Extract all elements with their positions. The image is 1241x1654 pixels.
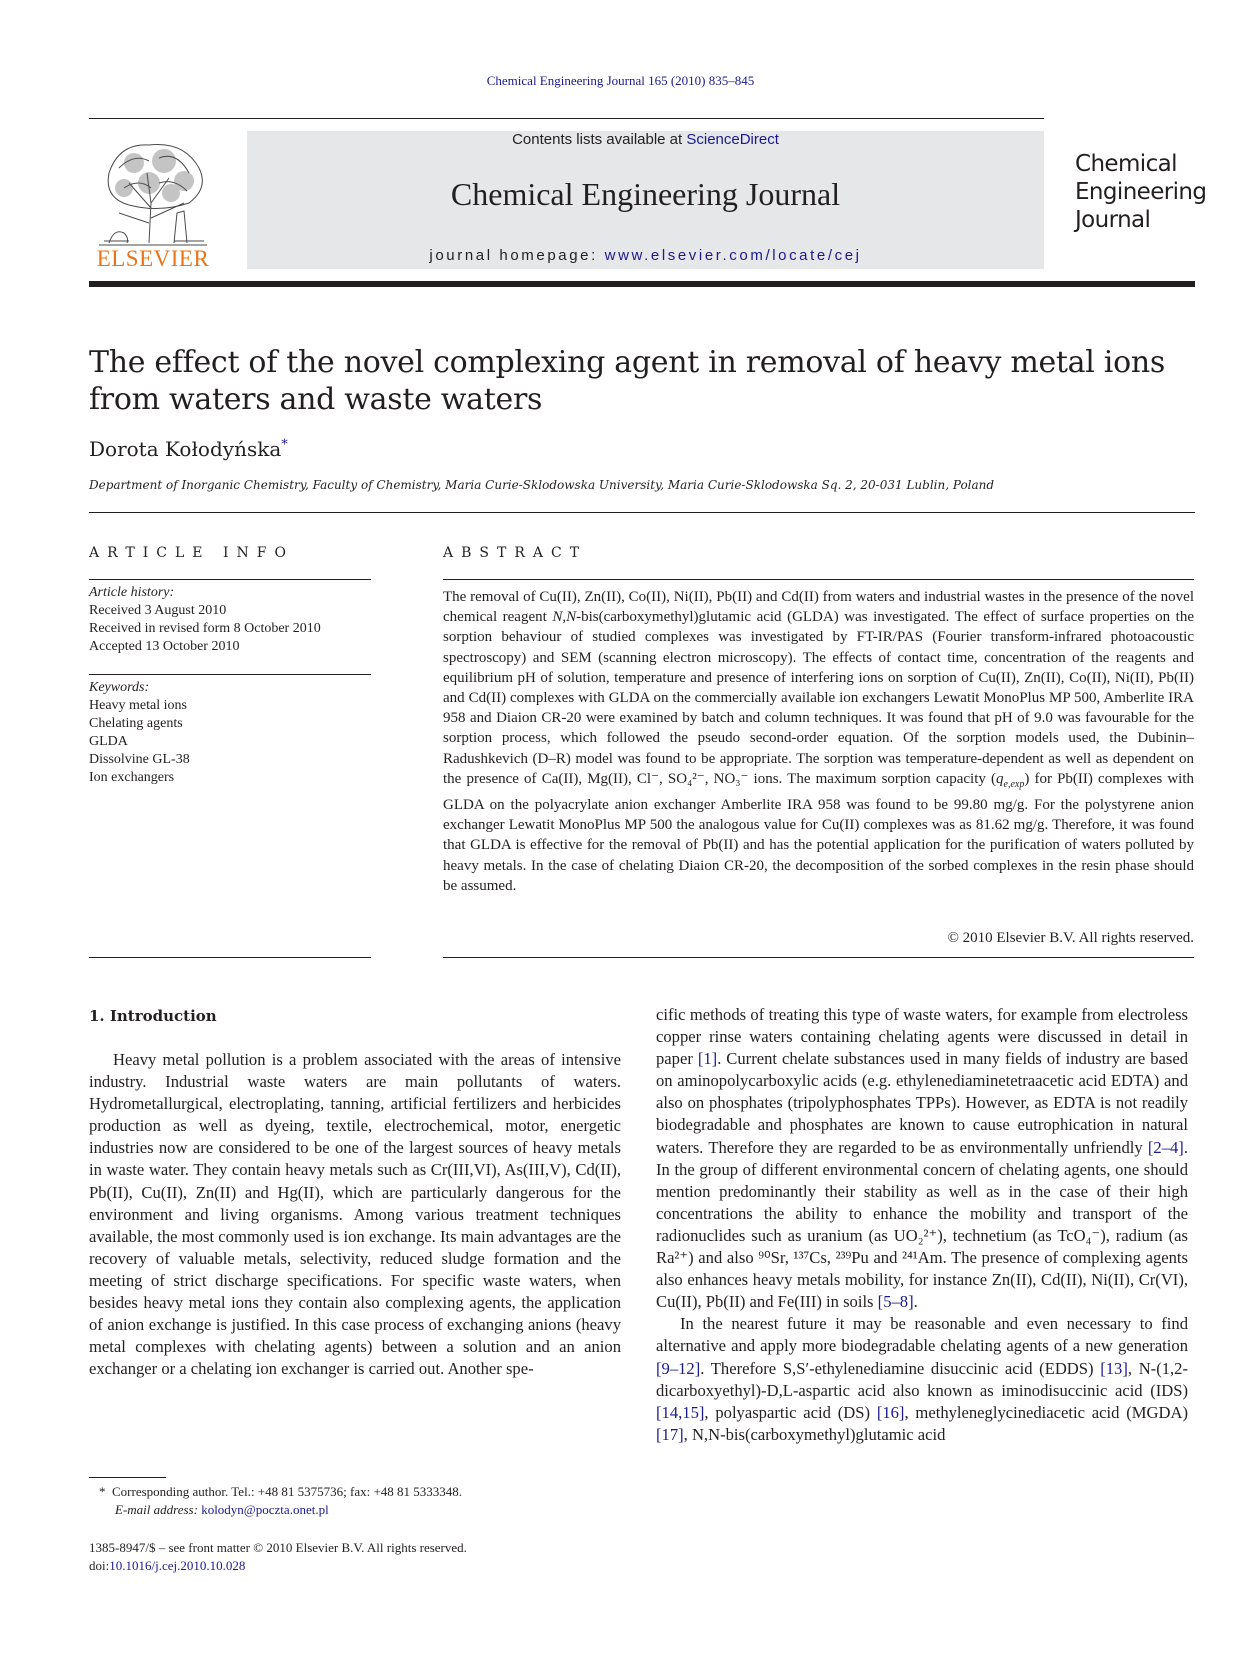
journal-brand-logo — [1075, 150, 1206, 234]
article-title: The effect of the novel complexing agent in removal of heavy metal ions from waters and waste waters — [89, 345, 1165, 417]
citation-link[interactable]: [2–4] — [1147, 1137, 1184, 1157]
text-run: . In the group of different environmental concern of chelating agents, one should mention predominantly their stability as well as in the case of their high concentrations the ability to enhance the mobility and transport of the radionuclides such as uranium (as UO₂²⁺), technetium (as TcO₄⁻), radium (as Ra²⁺) and also ⁹⁰Sr, ¹³⁷Cs, ²³⁹Pu and ²⁴¹Am. The presence of complexing agents also enhances heavy metals mobility, for instance Zn(II), Cd(II), Ni(II), Cr(VI), Cu(II), Pb(II) and Fe(III) in soils — [656, 1137, 1188, 1312]
left-column — [89, 1049, 621, 1380]
footnote-text: Corresponding author. Tel.: +48 81 5375736; fax: +48 81 5333348. — [112, 1484, 463, 1499]
journal-banner — [247, 131, 1044, 269]
citation-link[interactable]: [5–8] — [877, 1292, 914, 1312]
corresponding-mark[interactable]: * — [281, 437, 288, 453]
journal-name: Chemical Engineering Journal — [450, 176, 841, 212]
doi-link[interactable]: 10.1016/j.cej.2010.10.028 — [109, 1558, 246, 1573]
email-label: E-mail address: — [115, 1502, 202, 1517]
info-rule — [89, 579, 371, 580]
keywords-label: Keywords: — [89, 680, 150, 695]
elsevier-wordmark: ELSEVIER — [96, 246, 210, 271]
abstract-part: ) for Pb(II) complexes with GLDA on the polyacrylate anion exchanger Amberlite IRA 958 was found to be 99.80 mg/g. For the polystyrene anion exchanger Lewatit MonoPlus MP 500 the analogous value for Cu(II) complexes was as 81.62 mg/g. Therefore, it was found that GLDA is effective for the removal of Pb(II) and has the potential application for the purification of waters polluted by heavy metals. In the case of chelating Diaion CR-20, the decomposition of the sorbed complexes in the resin phase should be assumed. — [443, 770, 1194, 894]
article-history — [89, 584, 371, 656]
text-run: , polyaspartic acid (DS) — [704, 1402, 877, 1422]
keywords — [89, 679, 371, 787]
email-link[interactable]: kolodyn@poczta.onet.pl — [201, 1502, 329, 1517]
history-label: Article history: — [89, 585, 175, 600]
article-info-heading: ARTICLE INFO — [89, 545, 294, 561]
affiliation: Department of Inorganic Chemistry, Faculty of Chemistry, Maria Curie-Sklodowska University, Maria Curie-Sklodowska Sq. 2, 20-031 Lublin, Poland — [89, 478, 995, 492]
keyword: Ion exchangers — [89, 770, 175, 785]
text-run: , N-(1,2-dicarboxyethyl)-D,L-aspartic acid also known as iminodisuccinic acid (IDS) — [656, 1358, 1188, 1400]
header-rule — [89, 118, 1044, 119]
homepage-link[interactable]: www.elsevier.com/locate/cej — [604, 247, 862, 264]
citation-link[interactable]: [1] — [697, 1049, 718, 1069]
text-run: In the nearest future it may be reasonable and even necessary to find alternative and apply more biodegradable chelating agents of a new generation — [656, 1314, 1188, 1356]
brand-line: Engineering — [1075, 179, 1207, 205]
section-heading: 1. Introduction — [89, 1007, 217, 1025]
right-column — [656, 1004, 1188, 1446]
text-run: , N,N-bis(carboxymethyl)glutamic acid — [683, 1424, 946, 1444]
brand-line: Journal — [1075, 207, 1151, 233]
citation-link[interactable]: [17] — [656, 1424, 684, 1444]
footnote-rule — [89, 1477, 166, 1478]
keyword: Chelating agents — [89, 716, 183, 731]
citation-link[interactable]: [9–12] — [656, 1358, 701, 1378]
paragraph: Heavy metal pollution is a problem associated with the areas of intensive industry. Industrial waste waters are main pollutants of waters. Hydrometallurgical, electroplating, tanning, artificial fertilizers and herbicides production as well as dyeing, textile, electrochemical, motor, energetic industries now are considered to be one of the largest sources of heavy metals in waste water. They contain heavy metals such as Cr(III,VI), As(III,V), Cd(II), Pb(II), Cu(II), Zn(II) and Hg(II), which are particularly dangerous for the environment and living organisms. Among various treatment techniques available, the most commonly used is ion exchange. Its main advantages are the recovery of valuable metals, selectivity, reduced sludge formation and the meeting of strict discharge specifications. For specific waste waters, when besides heavy metal ions they contain also complexing agents, the application of anion exchange is justified. In this case process of exchanging anions (heavy metal complexes with chelating agents) between a solution and an anion exchanger or a chelating ion exchanger is carried out. Another spe- — [89, 1050, 621, 1379]
contents-line — [247, 131, 1044, 148]
author-name — [89, 437, 288, 461]
text-run: . Therefore S,S′-ethylenediamine disuccinic acid (EDDS) — [700, 1358, 1101, 1378]
title-rule — [89, 512, 1195, 513]
keyword: Dissolvine GL-38 — [89, 752, 190, 767]
abstract-part: The removal of Cu(II), Zn(II), Co(II), Ni(II), Pb(II) and Cd(II) from waters and industrial wastes in the presence of the novel chemical reagent — [443, 589, 1194, 626]
brand-line: Chemical — [1075, 151, 1177, 177]
info-rule — [89, 674, 371, 675]
front-matter — [89, 1539, 649, 1575]
info-bottom-rule — [89, 957, 371, 958]
front-matter-text: 1385-8947/$ – see front matter © 2010 Elsevier B.V. All rights reserved. — [89, 1540, 467, 1555]
abstract-text — [443, 587, 1194, 896]
corresponding-footnote — [89, 1483, 649, 1519]
keyword: Heavy metal ions — [89, 698, 187, 713]
abstract-heading: ABSTRACT — [443, 545, 588, 561]
footnote-mark: * — [99, 1484, 106, 1499]
text-run: . — [913, 1292, 918, 1312]
keyword: GLDA — [89, 734, 128, 749]
header-thick-rule — [89, 281, 1195, 287]
abstract-rule — [443, 579, 1194, 580]
text-run: . Current chelate substances used in many fields of industry are based on aminopolycarboxylic acids (e.g. ethylenediaminetetraacetic acid EDTA) and also on phosphates (tripolyphosphates TPPs). However, as EDTA is not readily biodegradable and phosphates are known to cause eutrophication in natural waters. Therefore they are regarded to be as environmentally unfriendly — [656, 1049, 1188, 1157]
author-text: Dorota Kołodyńska — [89, 437, 282, 461]
homepage-prefix: journal homepage: — [429, 247, 605, 264]
q-symbol: q — [996, 770, 1004, 787]
abstract-part: -bis(carboxymethyl)glutamic acid (GLDA) was investigated. The effect of surface properties on the sorption behaviour of studied complexes was investigated by FT-IR/PAS (Fourier transform-infrared photoacoustic spectroscopy) and SEM (scanning electron microscopy). The effects of contact time, concentration of the reagents and equilibrium pH of solution, temperature and presence of interfering ions on sorption of Cu(II), Zn(II), Co(II), Ni(II), Pb(II) and Cd(II) complexes with GLDA on the commercially available ion exchangers Lewatit MonoPlus MP 500, Amberlite IRA 958 and Diaion CR-20 were examined by batch and column techniques. It was found that pH of 9.0 was favourable for the sorption process, which followed the pseudo second-order equation. Of the sorption models used, the Dubinin–Radushkevich (D–R) model was found to be appropriate. The sorption was temperature-dependent as well as dependent on the presence of Ca(II), Mg(II), Cl⁻, SO₄²⁻, NO₃⁻ ions. The maximum sorption capacity ( — [443, 609, 1194, 787]
abstract-bottom-rule — [443, 957, 1194, 958]
history-item: Accepted 13 October 2010 — [89, 639, 240, 654]
doi-label: doi: — [89, 1558, 110, 1573]
history-item: Received in revised form 8 October 2010 — [89, 621, 321, 636]
abstract-italic: N,N — [552, 609, 577, 626]
contents-prefix: Contents lists available at — [512, 131, 687, 148]
text-run: cific methods of treating this type of waste waters, for example from electroless copper rinse waters containing chelating agents were discussed in detail in paper — [656, 1005, 1188, 1069]
q-subscript: e,exp — [1003, 778, 1025, 790]
paragraph — [656, 1313, 1188, 1446]
text-run: , methyleneglycinediacetic acid (MGDA) — [904, 1402, 1189, 1422]
abstract-copyright: © 2010 Elsevier B.V. All rights reserved. — [947, 930, 1194, 946]
homepage-line — [247, 247, 1044, 264]
history-item: Received 3 August 2010 — [89, 603, 227, 618]
sciencedirect-link[interactable]: ScienceDirect — [686, 131, 779, 148]
paragraph — [656, 1004, 1188, 1313]
citation-link[interactable]: [14,15] — [656, 1402, 705, 1422]
citation-link[interactable]: [16] — [876, 1402, 905, 1422]
citation-link[interactable]: [13] — [1100, 1358, 1128, 1378]
journal-citation[interactable]: Chemical Engineering Journal 165 (2010) 835–845 — [486, 73, 755, 88]
